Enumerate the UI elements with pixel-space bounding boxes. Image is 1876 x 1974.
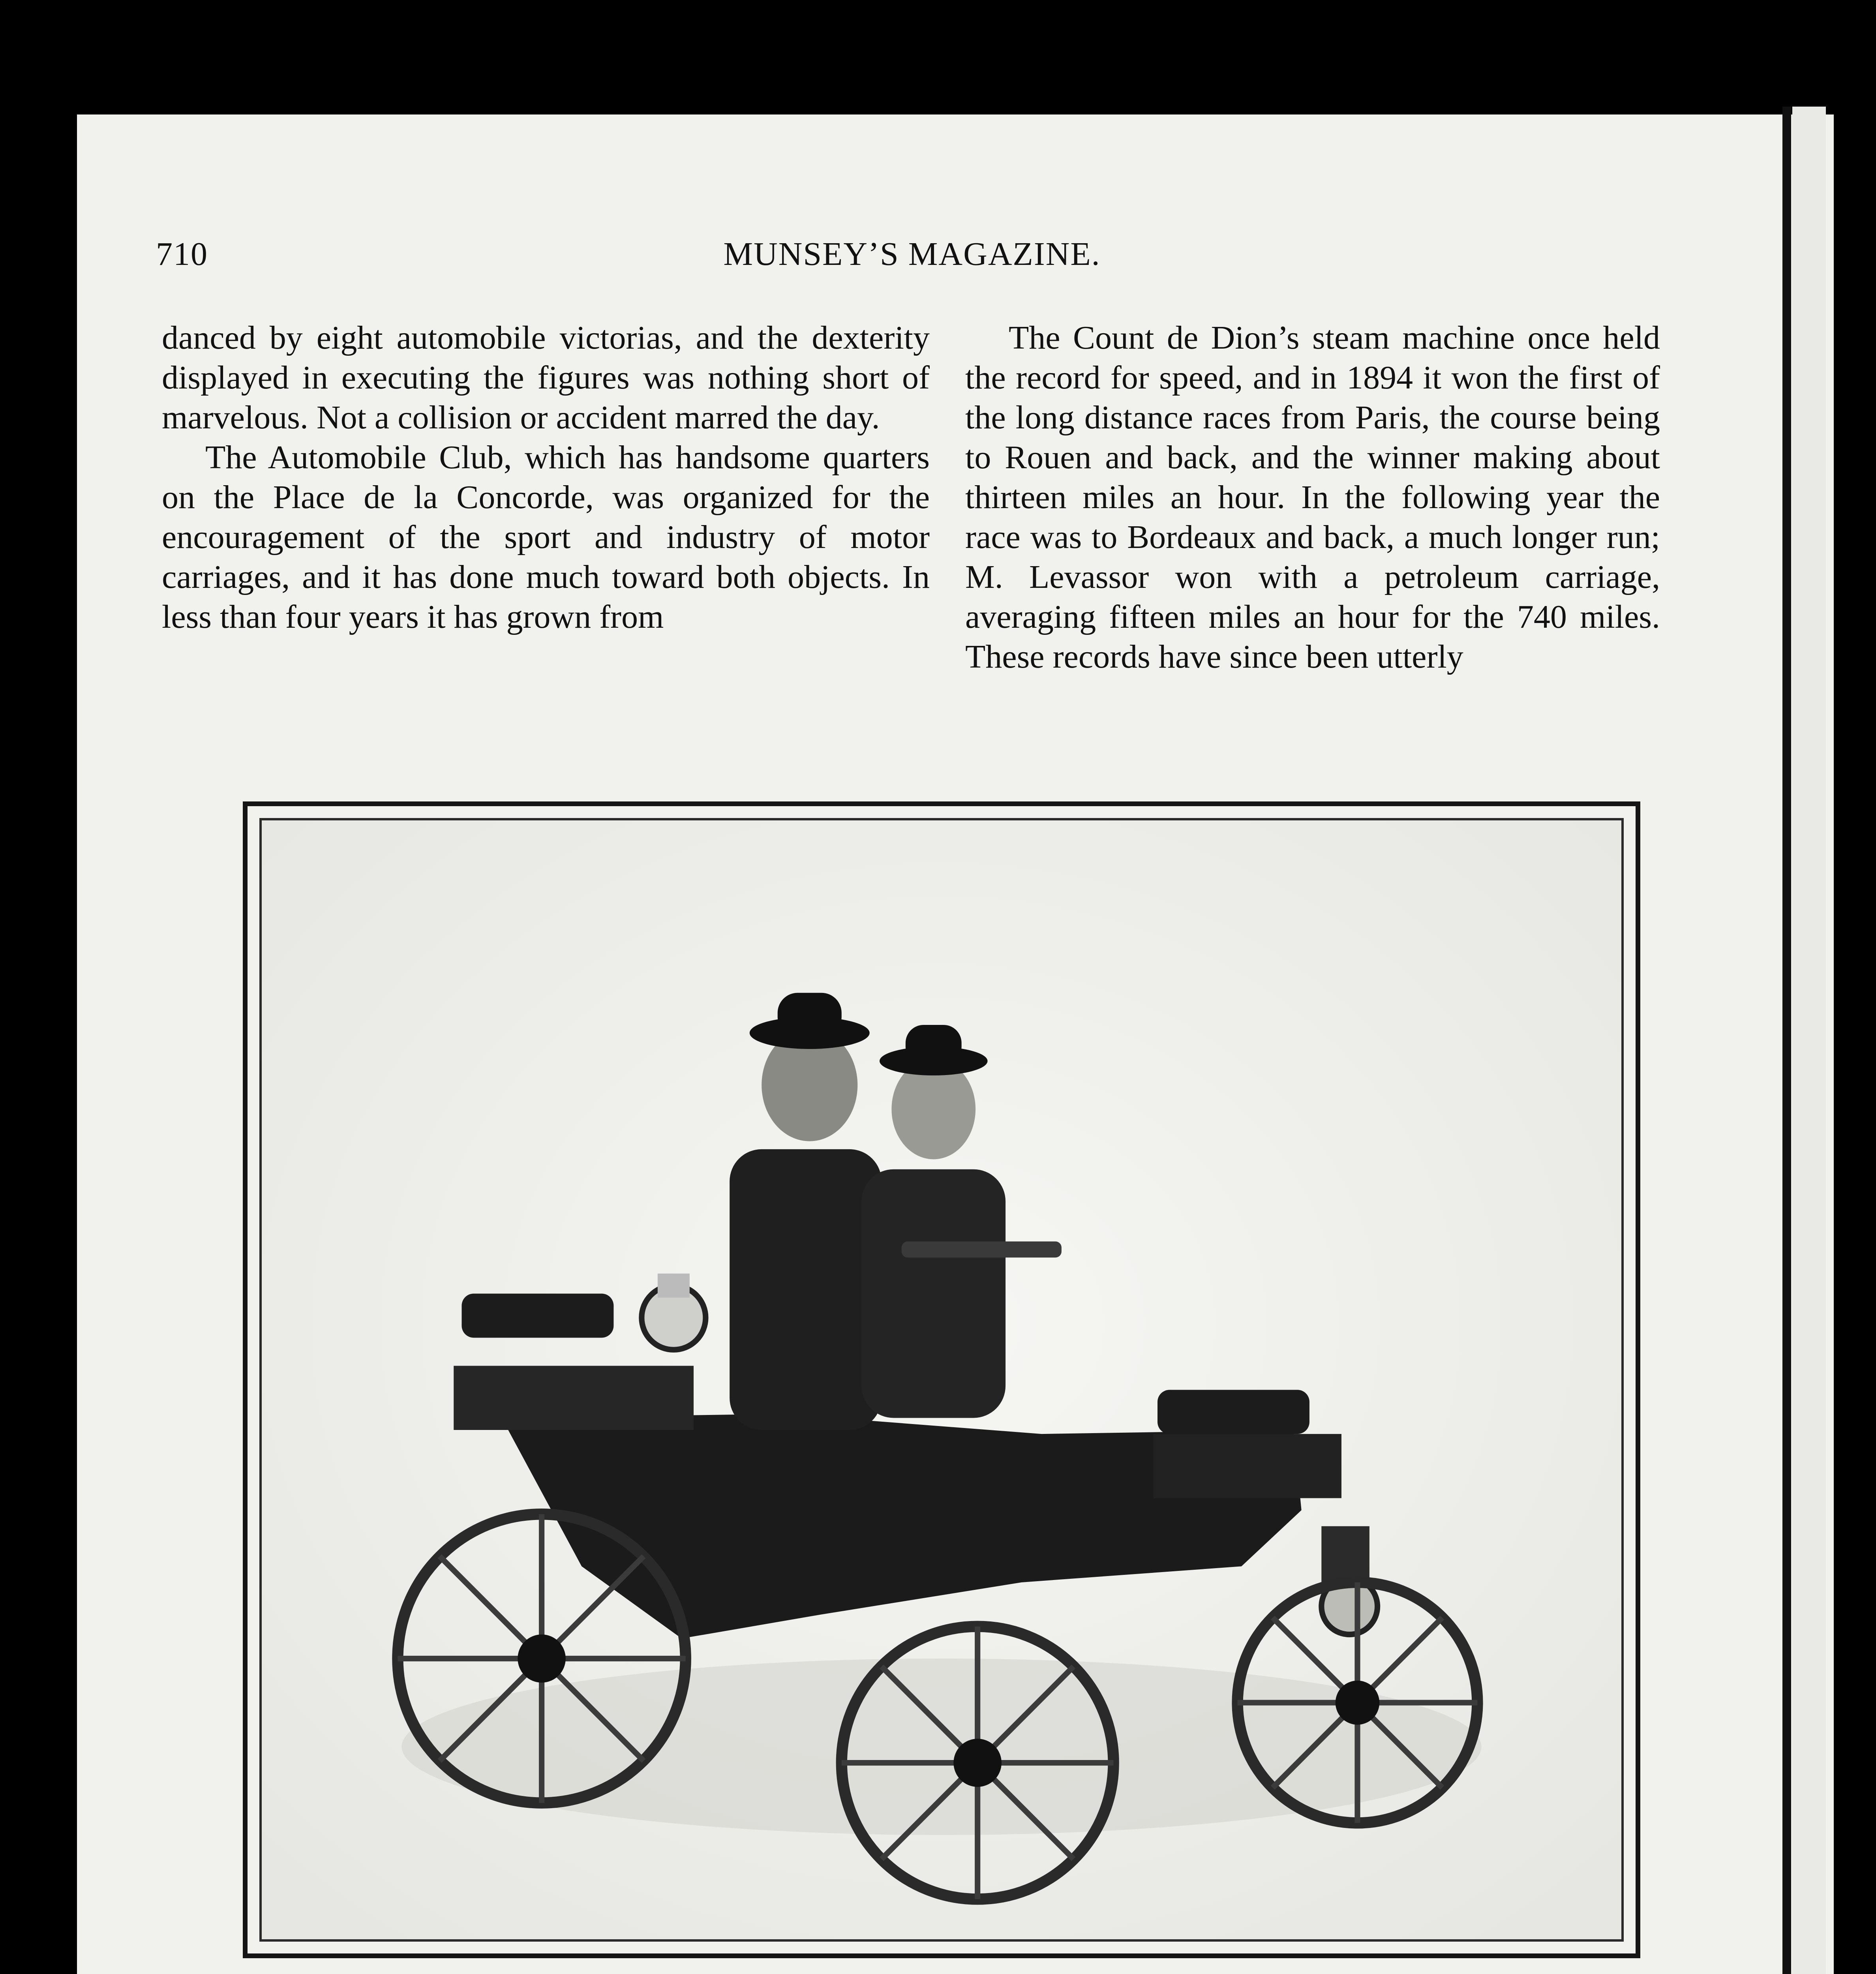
page-gutter-shadow: [1782, 107, 1791, 1974]
motor-carriage-illustration: [262, 820, 1621, 1939]
facing-page-edge: [1792, 107, 1826, 1974]
page-header: [156, 235, 1668, 282]
paragraph: danced by eight automobile victorias, and the dexterity displayed in executing the figures was nothing short of marvelous. Not a collision or accident marred the day.: [162, 319, 930, 436]
running-title: MUNSEY’S MAGAZINE.: [723, 236, 1101, 272]
left-column-top: [162, 318, 930, 637]
right-column-top: [965, 318, 1660, 677]
photo-frame: [243, 801, 1640, 1958]
paragraph: The Automobile Club, which has handsome quarters on the Place de la Concorde, was organized for the encouragement of the sport and industry of motor carriages, and it has done much toward both objects. In less than four years it has grown from: [162, 439, 930, 635]
page-number: 710: [156, 236, 208, 272]
paragraph: The Count de Dion’s steam machine once held the record for speed, and in 1894 it won the first of the long distance races from Paris, the course being to Rouen and back, and the winner making about thirteen miles an hour. In the following year the race was to Bordeaux and back, a much longer run; M. Levassor won with a petroleum carriage, averaging fifteen miles an hour for the 740 miles. These records have since been utterly: [965, 319, 1660, 675]
motor-break-photograph: [259, 818, 1624, 1942]
